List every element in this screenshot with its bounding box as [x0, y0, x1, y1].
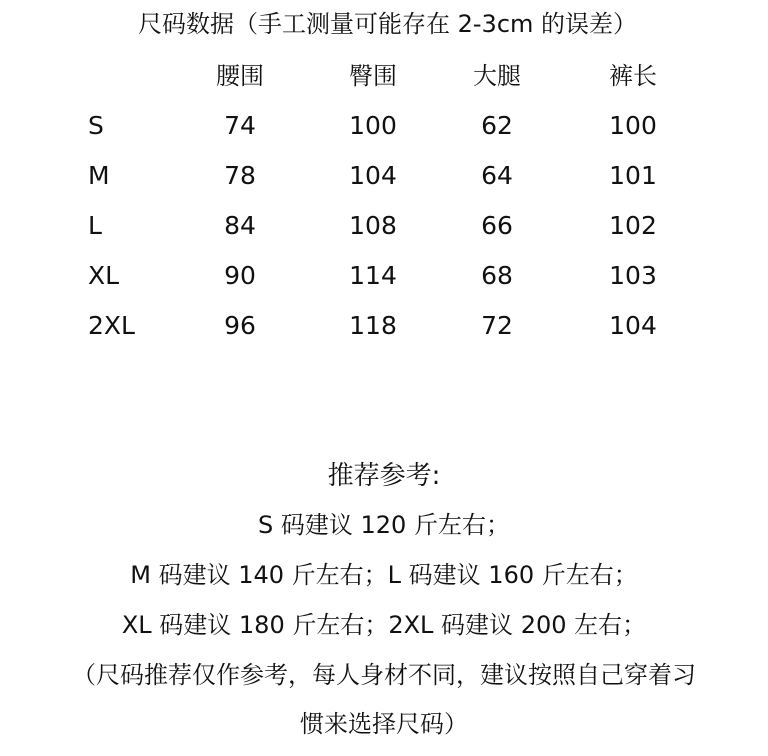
recommendation-line: S 码建议 120 斤左右；	[258, 511, 510, 539]
recommendation-heading: 推荐参考:	[327, 461, 441, 491]
recommendation-line: M 码建议 140 斤左右；L 码建议 160 斤左右；	[130, 561, 638, 589]
column-header-waist: 腰围	[216, 62, 264, 90]
column-header-length: 裤长	[609, 62, 657, 90]
recommendation-note-continued: 惯来选择尺码）	[300, 710, 468, 738]
hip-value: 118	[349, 311, 397, 340]
waist-value: 84	[224, 211, 256, 240]
waist-value: 90	[224, 261, 256, 290]
thigh-value: 72	[481, 311, 513, 340]
length-value: 102	[609, 211, 657, 240]
column-header-hip: 臀围	[349, 62, 397, 90]
length-value: 101	[609, 161, 657, 190]
table-row	[0, 208, 768, 244]
waist-value: 96	[224, 311, 256, 340]
table-row	[0, 158, 768, 194]
thigh-value: 68	[481, 261, 513, 290]
hip-value: 114	[349, 261, 397, 290]
thigh-value: 64	[481, 161, 513, 190]
size-label: XL	[88, 261, 120, 290]
waist-value: 74	[224, 111, 256, 140]
waist-value: 78	[224, 161, 256, 190]
hip-value: 100	[349, 111, 397, 140]
size-label: L	[88, 211, 102, 240]
table-row	[0, 258, 768, 294]
thigh-value: 62	[481, 111, 513, 140]
recommendation-line: XL 码建议 180 斤左右；2XL 码建议 200 左右；	[121, 611, 647, 639]
size-label: S	[88, 111, 104, 140]
recommendation-note: （尺码推荐仅作参考，每人身材不同，建议按照自己穿着习	[72, 661, 696, 689]
hip-value: 108	[349, 211, 397, 240]
length-value: 104	[609, 311, 657, 340]
table-row	[0, 108, 768, 144]
size-label: 2XL	[88, 311, 135, 340]
hip-value: 104	[349, 161, 397, 190]
length-value: 103	[609, 261, 657, 290]
table-row	[0, 308, 768, 344]
table-header	[0, 58, 768, 94]
size-chart-title: 尺码数据（手工测量可能存在 2-3cm 的误差）	[138, 10, 638, 38]
size-label: M	[88, 161, 110, 190]
thigh-value: 66	[481, 211, 513, 240]
length-value: 100	[609, 111, 657, 140]
column-header-thigh: 大腿	[473, 62, 521, 90]
